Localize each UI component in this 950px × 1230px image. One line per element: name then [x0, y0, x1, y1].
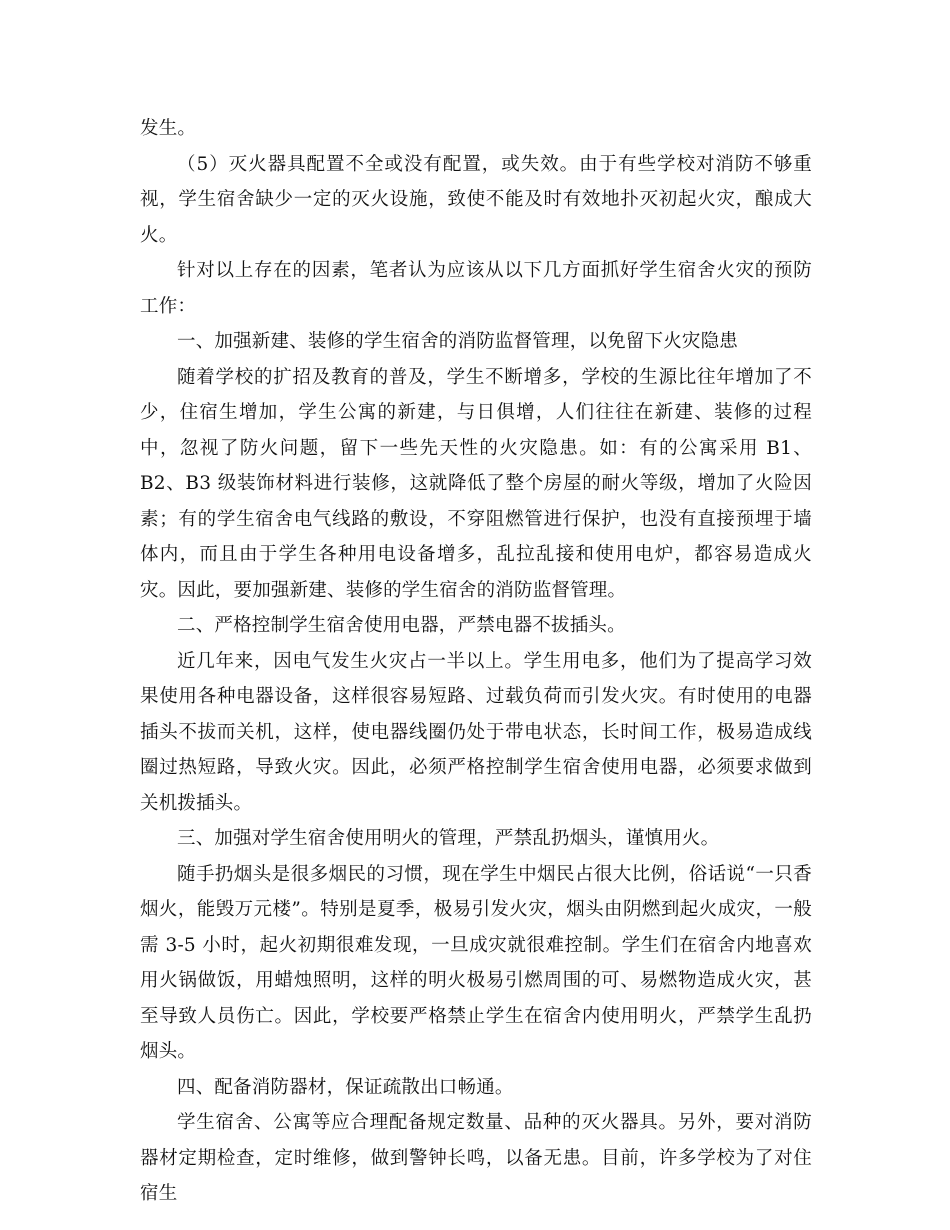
paragraph: 随手扔烟头是很多烟民的习惯，现在学生中烟民占很大比例，俗话说“一只香烟火，能毁万元楼”。特别是夏季，极易引发火灾，烟头由阴燃到起火成灾，一般需 3-5 小时，起火初期很难发现，一旦成灾就很难控制。学生们在宿舍内地喜欢用火锅做饭，用蜡烛照明，这样的明火极易引燃周围的可、易燃物造成火灾，甚至导致人员伤亡。因此，学校要严格禁止学生在宿舍内使用明火，严禁学生乱扔烟头。 [140, 863, 812, 1062]
paragraph: （5）灭火器具配置不全或没有配置，或失效。由于有些学校对消防不够重视，学生宿舍缺少一定的灭火设施，致使不能及时有效地扑灭初起火灾，酿成大火。 [140, 153, 812, 246]
paragraph: 发生。 [140, 118, 197, 139]
paragraph: 针对以上存在的因素，笔者认为应该从以下几方面抓好学生宿舍火灾的预防工作： [140, 260, 812, 317]
section-heading: 二、严格控制学生宿舍使用电器，严禁电器不拔插头。 [177, 615, 626, 636]
document-body [140, 111, 812, 1212]
paragraph: 近几年来，因电气发生火灾占一半以上。学生用电多，他们为了提高学习效果使用各种电器设备，这样很容易短路、过载负荷而引发火灾。有时使用的电器插头不拔而关机，这样，使电器线圈仍处于带电状态，长时间工作，极易造成线圈过热短路，导致火灾。因此，必须严格控制学生宿舍使用电器，必须要求做到关机拨插头。 [140, 650, 812, 814]
paragraph: 随着学校的扩招及教育的普及，学生不断增多，学校的生源比往年增加了不少，住宿生增加，学生公寓的新建，与日俱增，人们往往在新建、装修的过程中，忽视了防火问题，留下一些先天性的火灾隐患。如：有的公寓采用 B1、B2、B3 级装饰材料进行装修，这就降低了整个房屋的耐火等级，增加了火险因素；有的学生宿舍电气线路的敷设，不穿阻燃管进行保护，也没有直接预埋于墙体内，而且由于学生各种用电设备增多，乱拉乱接和使用电炉，都容易造成火灾。因此，要加强新建、装修的学生宿舍的消防监督管理。 [140, 366, 812, 601]
section-heading: 三、加强对学生宿舍使用明火的管理，严禁乱扔烟头，谨慎用火。 [177, 828, 720, 849]
section-heading: 四、配备消防器材，保证疏散出口畅通。 [177, 1076, 514, 1098]
section-heading: 一、加强新建、装修的学生宿舍的消防监督管理，以免留下火灾隐患 [177, 331, 739, 352]
paragraph: 学生宿舍、公寓等应合理配备规定数量、品种的灭火器具。另外，要对消防器材定期检查，定时维修，做到警钟长鸣，以备无患。目前，许多学校为了对住宿生 [140, 1112, 812, 1204]
